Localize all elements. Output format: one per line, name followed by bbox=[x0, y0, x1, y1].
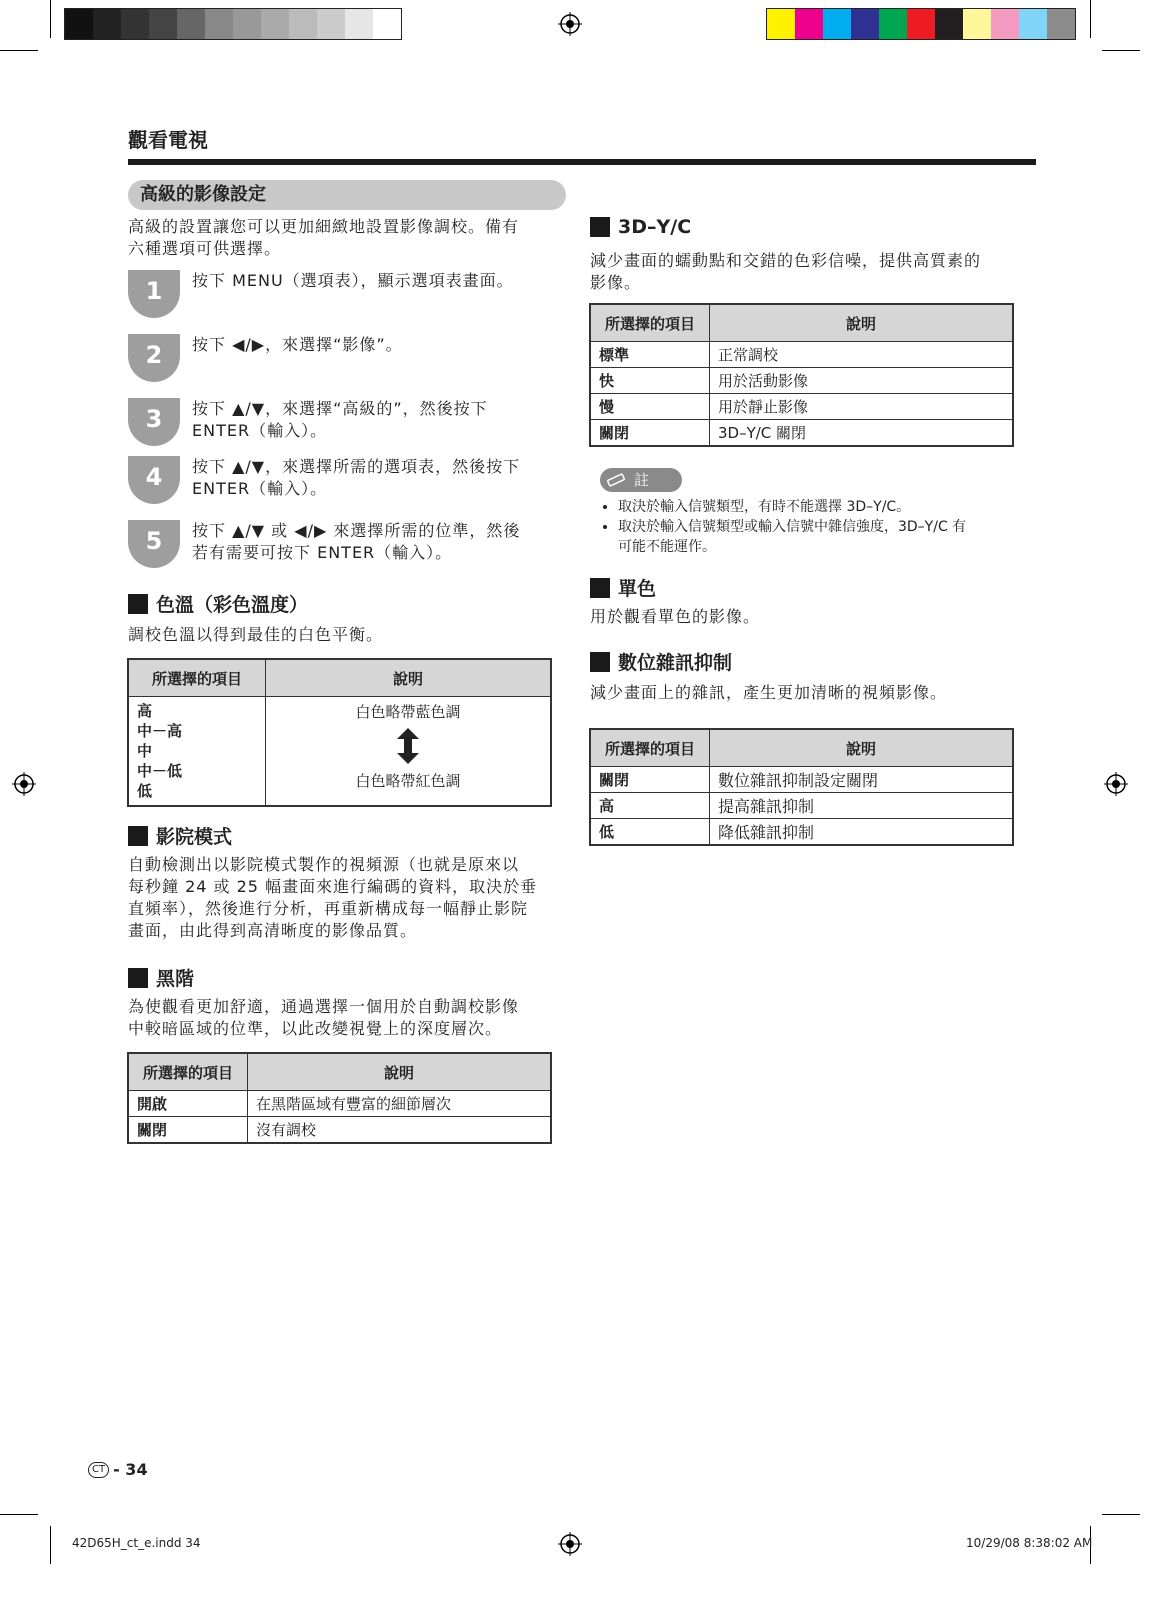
list-item: • 取決於輸入信號類型，有時不能選擇 3D–Y/C。 bbox=[618, 497, 1058, 517]
table-header: 說明 bbox=[710, 304, 1014, 342]
double-arrow-icon bbox=[397, 728, 419, 764]
mono-desc: 用於觀看單色的影像。 bbox=[590, 607, 761, 626]
registration-mark-icon bbox=[558, 1532, 582, 1556]
crop-mark bbox=[1090, 0, 1091, 38]
black-level-desc: 為使觀看更加舒適，通過選擇一個用於自動調校影像 中較暗區域的位準，以此改變視覺上的深度層次。 bbox=[128, 997, 520, 1038]
color-scale-bar bbox=[766, 8, 1076, 40]
step-text: 按下 ▲/▼ 或 ◀/▶ 來選擇所需的位準，然後 若有需要可按下 ENTER（輸入）。 bbox=[192, 521, 521, 562]
color-swatch bbox=[767, 9, 795, 39]
file-name: 42D65H_ct_e.indd 34 bbox=[72, 1536, 201, 1550]
section-title: 高級的影像設定 bbox=[128, 180, 566, 210]
table-row: 標準 正常調校 bbox=[590, 342, 1013, 368]
step-text: 按下 MENU（選項表），顯示選項表畫面。 bbox=[192, 271, 514, 290]
step-number: 3 bbox=[128, 398, 180, 446]
square-bullet-icon bbox=[590, 652, 610, 672]
black-level-table bbox=[127, 1052, 552, 1144]
table-row: 快 用於活動影像 bbox=[590, 368, 1013, 394]
crop-mark bbox=[1102, 50, 1140, 51]
intro-line: 高級的設置讓您可以更加細緻地設置影像調校。備有 bbox=[128, 217, 520, 236]
step-number: 4 bbox=[128, 456, 180, 504]
crop-mark bbox=[0, 50, 38, 51]
page-number: CT - 34 bbox=[88, 1460, 148, 1479]
gray-swatch bbox=[373, 9, 401, 39]
step-text: 按下 ▲/▼，來選擇所需的選項表，然後按下 ENTER（輸入）。 bbox=[192, 457, 521, 498]
table-row: 高 提高雜訊抑制 bbox=[590, 793, 1013, 819]
crop-mark bbox=[0, 1514, 38, 1515]
table-header: 說明 bbox=[710, 729, 1014, 767]
gray-swatch bbox=[149, 9, 177, 39]
cinema-desc: 自動檢測出以影院模式製作的視頻源（也就是原來以 每秒鐘 24 或 25 幅畫面來進行編碼的資料，取決於垂 直頻率），然後進行分析，再重新構成每一幅靜止影院 畫面，由此得到高清晰度的影像品質。 bbox=[128, 855, 538, 940]
gray-swatch bbox=[345, 9, 373, 39]
step-number: 5 bbox=[128, 520, 180, 568]
cinema-heading: 影院模式 bbox=[128, 822, 232, 849]
mono-heading: 單色 bbox=[590, 574, 656, 601]
square-bullet-icon bbox=[128, 968, 148, 988]
section-intro bbox=[128, 216, 568, 260]
color-swatch bbox=[991, 9, 1019, 39]
step-text: 按下 ◀/▶，來選擇“影像”。 bbox=[192, 335, 403, 354]
gray-swatch bbox=[121, 9, 149, 39]
note-badge: 註 bbox=[600, 468, 682, 492]
color-swatch bbox=[795, 9, 823, 39]
language-badge: CT bbox=[88, 1462, 109, 1478]
gray-swatch bbox=[289, 9, 317, 39]
table-row: 慢 用於靜止影像 bbox=[590, 394, 1013, 420]
table-row: 關閉 3D–Y/C 關閉 bbox=[590, 420, 1013, 447]
step-text: 按下 ▲/▼，來選擇“高級的”，然後按下 ENTER（輸入）。 bbox=[192, 399, 488, 440]
square-bullet-icon bbox=[590, 578, 610, 598]
pencil-icon bbox=[606, 472, 628, 488]
color-temp-desc-cell: 白色略帶藍色調 白色略帶紅色調 bbox=[266, 697, 552, 807]
color-swatch bbox=[851, 9, 879, 39]
color-swatch bbox=[823, 9, 851, 39]
dnr-desc: 減少畫面上的雜訊，產生更加清晰的視頻影像。 bbox=[590, 683, 948, 702]
dnr-heading: 數位雜訊抑制 bbox=[590, 648, 732, 675]
crop-mark bbox=[1102, 1514, 1140, 1515]
yc-desc: 減少畫面的蠕動點和交錯的色彩信噪，提供高質素的 影像。 bbox=[590, 251, 982, 292]
gray-swatch bbox=[93, 9, 121, 39]
square-bullet-icon bbox=[128, 826, 148, 846]
color-swatch bbox=[879, 9, 907, 39]
step-number: 1 bbox=[128, 270, 180, 318]
header-rule bbox=[128, 159, 1036, 165]
dnr-table bbox=[589, 728, 1014, 846]
yc-heading: 3D–Y/C bbox=[590, 216, 691, 238]
registration-mark-icon bbox=[558, 12, 582, 36]
gray-swatch bbox=[205, 9, 233, 39]
table-header: 說明 bbox=[266, 659, 552, 697]
color-temp-table bbox=[127, 658, 552, 807]
color-swatch bbox=[935, 9, 963, 39]
color-swatch bbox=[907, 9, 935, 39]
yc-table bbox=[589, 303, 1014, 447]
crop-mark bbox=[50, 0, 51, 38]
intro-line: 六種選項可供選擇。 bbox=[128, 239, 282, 258]
step-number: 2 bbox=[128, 334, 180, 382]
page-title: 觀看電視 bbox=[128, 128, 208, 152]
gray-swatch bbox=[317, 9, 345, 39]
square-bullet-icon bbox=[590, 217, 610, 237]
color-temp-items: 高 中－高 中 中－低 低 bbox=[128, 697, 266, 807]
table-row: 關閉 數位雜訊抑制設定關閉 bbox=[590, 767, 1013, 793]
table-row: 開啟 在黑階區域有豐富的細節層次 bbox=[128, 1091, 551, 1117]
table-header: 所選擇的項目 bbox=[128, 659, 266, 697]
color-swatch bbox=[1019, 9, 1047, 39]
black-level-heading: 黑階 bbox=[128, 964, 194, 991]
table-row: 低 降低雜訊抑制 bbox=[590, 819, 1013, 846]
square-bullet-icon bbox=[128, 594, 148, 614]
table-header: 說明 bbox=[248, 1053, 552, 1091]
registration-mark-icon bbox=[1104, 772, 1128, 796]
gray-swatch bbox=[261, 9, 289, 39]
list-item: • 取決於輸入信號類型或輸入信號中雜信強度，3D–Y/C 有 可能不能運作。 bbox=[618, 517, 1058, 557]
color-swatch bbox=[963, 9, 991, 39]
gray-swatch bbox=[177, 9, 205, 39]
table-header: 所選擇的項目 bbox=[590, 304, 710, 342]
note-list bbox=[600, 497, 1058, 557]
color-temp-desc: 調校色溫以得到最佳的白色平衡。 bbox=[128, 625, 384, 644]
registration-mark-icon bbox=[12, 772, 36, 796]
color-temp-heading: 色溫（彩色溫度） bbox=[128, 590, 308, 617]
gray-scale-bar bbox=[64, 8, 402, 40]
print-timestamp: 10/29/08 8:38:02 AM bbox=[966, 1536, 1093, 1550]
crop-mark bbox=[50, 1526, 51, 1564]
color-swatch bbox=[1047, 9, 1075, 39]
table-row: 關閉 沒有調校 bbox=[128, 1117, 551, 1144]
gray-swatch bbox=[233, 9, 261, 39]
gray-swatch bbox=[65, 9, 93, 39]
table-header: 所選擇的項目 bbox=[128, 1053, 248, 1091]
table-header: 所選擇的項目 bbox=[590, 729, 710, 767]
